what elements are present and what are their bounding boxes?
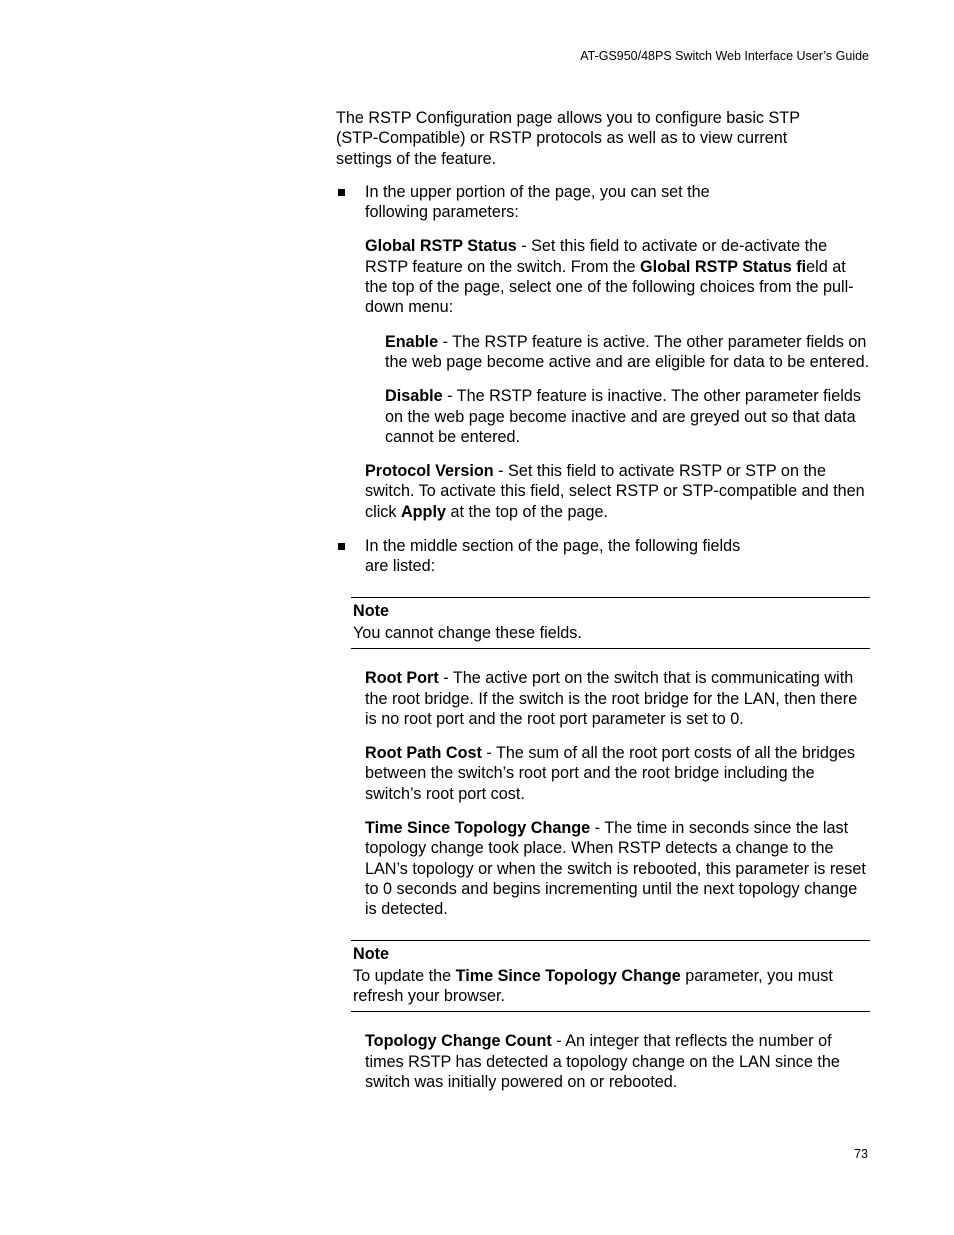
param-protocol-version: Protocol Version - Set this field to activate RSTP or STP on the switch. To activate this field, select RSTP or STP-compatible and then click Apply at the top of the page. [365,462,865,521]
param-global-rstp-status: Global RSTP Status - Set this field to activate or de-activate the RSTP feature on the switch. From the Global RSTP Status field at the top of the page, select one of the following choices from the pull-down menu: [365,237,854,317]
term: Global RSTP Status [365,237,517,256]
note-box [351,940,870,1013]
intro-paragraph: The RSTP Configuration page allows you to configure basic STP (STP-Compatible) or RSTP protocols as well as to view current settings of the feature. [336,109,800,168]
term: Protocol Version [365,462,494,481]
running-header: AT-GS950/48PS Switch Web Interface User’s Guide [580,49,869,63]
bullet-text: In the middle section of the page, the following fields are listed: [365,537,741,576]
note-text: You cannot change these fields. [353,623,582,642]
field-topology-change-count: Topology Change Count - An integer that reflects the number of times RSTP has detected a topology change on the LAN since the switch was initially powered on or rebooted. [365,1032,840,1091]
term: Disable [385,387,443,406]
bullet-square-icon [338,543,345,550]
term: Enable [385,332,439,351]
bullet-upper-portion [336,182,870,223]
note-title: Note [353,944,389,963]
term: Root Path Cost [365,744,482,763]
field-time-since-topology-change: Time Since Topology Change - The time in seconds since the last topology change took place. When RSTP detects a change to the LAN’s topology or when the switch is rebooted, this parameter is reset to 0 seconds and begins incrementing until the next topology change is detected. [365,819,866,919]
field-root-port: Root Port - The active port on the switch that is communicating with the root bridge. If the switch is the root bridge for the LAN, then there is no root port and the root port parameter is set to 0. [365,669,858,728]
bullet-square-icon [338,189,345,196]
bullet-text: In the upper portion of the page, you can set the following parameters: [365,182,710,222]
term: Root Port [365,669,439,688]
term: Topology Change Count [365,1032,552,1051]
note-box [351,597,870,650]
note-title: Note [353,601,389,620]
bullet-middle-section [336,536,870,577]
field-root-path-cost: Root Path Cost - The sum of all the root port costs of all the bridges between the switch’s root port and the root bridge including the switch’s root port cost. [365,744,856,803]
term: Time Since Topology Change [365,819,591,838]
page-number: 73 [854,1147,868,1161]
option-enable: Enable - The RSTP feature is active. The other parameter fields on the web page become active and are eligible for data to be entered. [385,332,870,371]
page-body [336,108,870,1106]
note-text: To update the Time Since Topology Change parameter, you must refresh your browser. [353,966,833,1006]
option-disable: Disable - The RSTP feature is inactive. The other parameter fields on the web page become inactive and are greyed out so that data cannot be entered. [385,387,861,446]
